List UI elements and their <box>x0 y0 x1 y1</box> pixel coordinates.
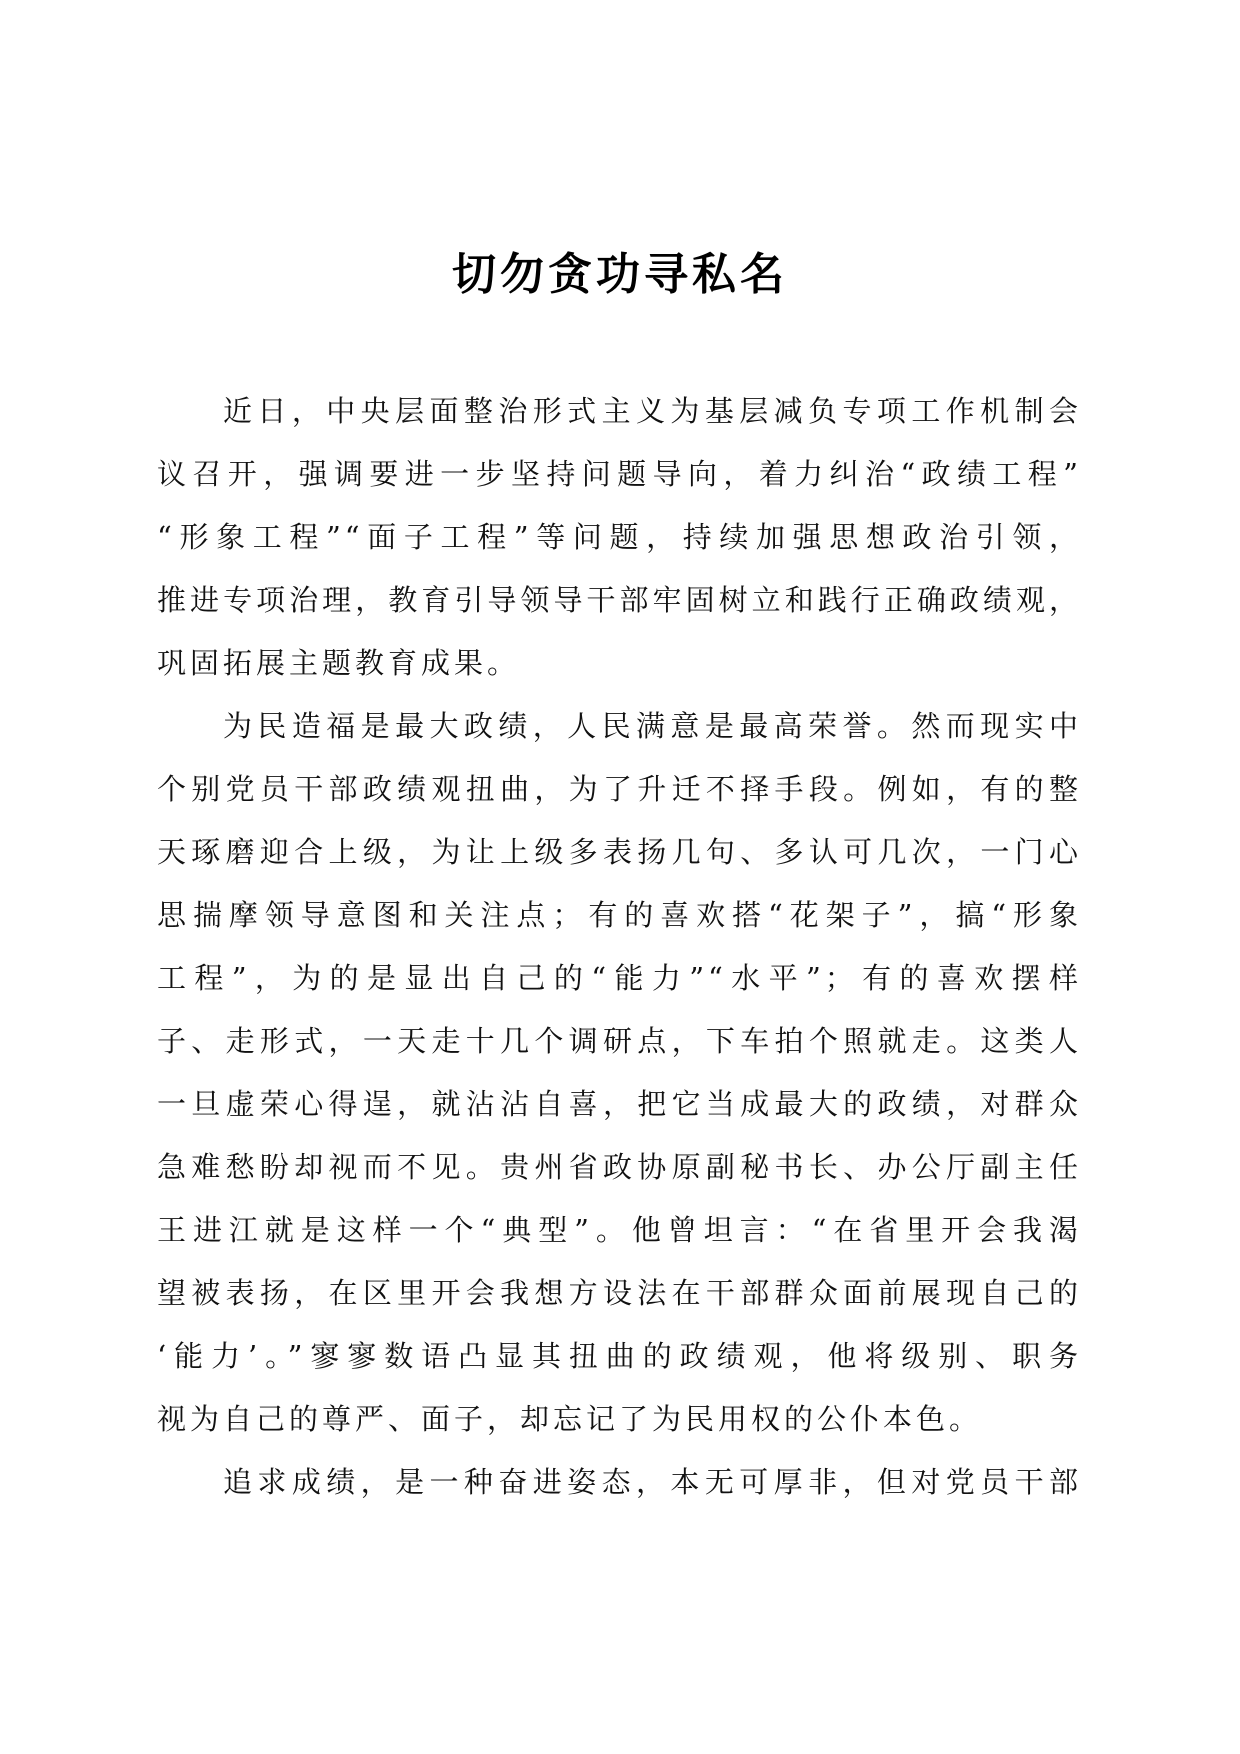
paragraph-line: 个别党员干部政绩观扭曲，为了升迁不择手段。例如，有的整 <box>157 772 1082 806</box>
paragraph-line: ‘能力’。”寥寥数语凸显其扭曲的政绩观，他将级别、职务 <box>157 1339 1082 1373</box>
paragraph-line: 望被表扬，在区里开会我想方设法在干部群众面前展现自己的 <box>157 1276 1082 1310</box>
paragraph-line: 为民造福是最大政绩，人民满意是最高荣誉。然而现实中 <box>223 709 1082 743</box>
paragraph-line: 王进江就是这样一个“典型”。他曾坦言：“在省里开会我渴 <box>157 1213 1082 1247</box>
paragraph-line: 推进专项治理，教育引导领导干部牢固树立和践行正确政绩观， <box>157 583 1082 617</box>
paragraph-line: 天琢磨迎合上级，为让上级多表扬几句、多认可几次，一门心 <box>157 835 1082 869</box>
document-title: 切勿贪功寻私名 <box>452 249 788 300</box>
paragraph-line: 近日，中央层面整治形式主义为基层减负专项工作机制会 <box>223 394 1082 428</box>
paragraph-line: 工程”，为的是显出自己的“能力”“水平”；有的喜欢摆样 <box>157 961 1082 995</box>
paragraph-line: 巩固拓展主题教育成果。 <box>157 646 521 680</box>
paragraph-line: 议召开，强调要进一步坚持问题导向，着力纠治“政绩工程” <box>157 457 1082 491</box>
paragraph-line: 思揣摩领导意图和关注点；有的喜欢搭“花架子”，搞“形象 <box>157 898 1082 932</box>
paragraph-3 <box>157 1451 1082 1514</box>
paragraph-line: 急难愁盼却视而不见。贵州省政协原副秘书长、办公厅副主任 <box>157 1150 1082 1184</box>
paragraph-1 <box>157 380 1082 695</box>
paragraph-line: “形象工程”“面子工程”等问题，持续加强思想政治引领， <box>157 520 1082 554</box>
paragraph-2 <box>157 695 1082 1451</box>
paragraph-line: 一旦虚荣心得逞，就沾沾自喜，把它当成最大的政绩，对群众 <box>157 1087 1082 1121</box>
paragraph-line: 追求成绩，是一种奋进姿态，本无可厚非，但对党员干部 <box>223 1465 1082 1499</box>
paragraph-line: 子、走形式，一天走十几个调研点，下车拍个照就走。这类人 <box>157 1024 1082 1058</box>
document-body <box>157 380 1082 1514</box>
paragraph-line: 视为自己的尊严、面子，却忘记了为民用权的公仆本色。 <box>157 1402 983 1436</box>
